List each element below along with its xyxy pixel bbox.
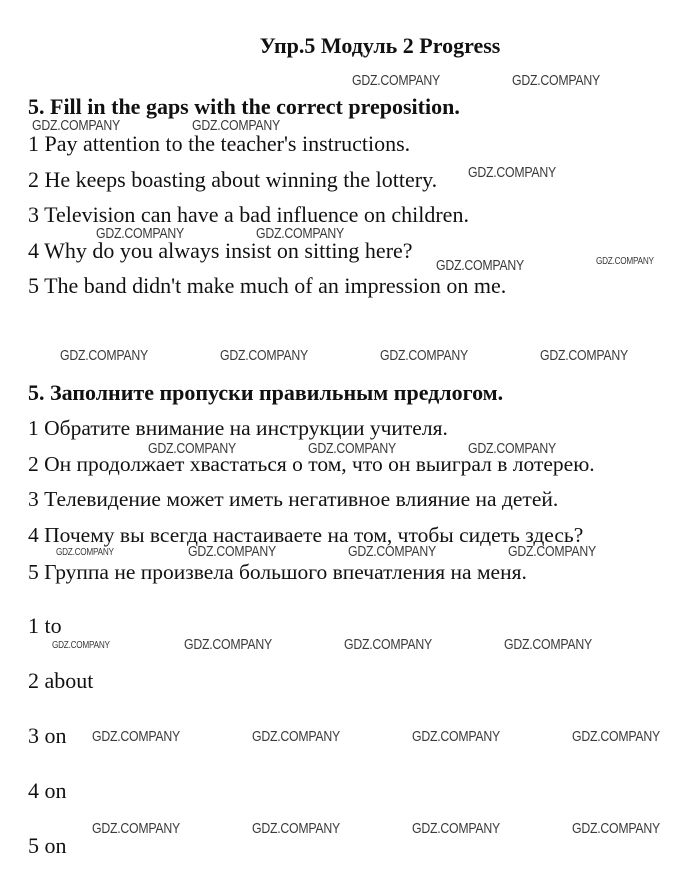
watermark: GDZ.COMPANY xyxy=(468,164,556,181)
english-sentence-3: 3 Television can have a bad influence on children. xyxy=(28,202,469,227)
english-heading: 5. Fill in the gaps with the correct preposition. xyxy=(28,94,460,119)
watermark: GDZ.COMPANY xyxy=(412,820,500,837)
watermark: GDZ.COMPANY xyxy=(148,440,236,457)
watermark: GDZ.COMPANY xyxy=(508,543,596,560)
watermark: GDZ.COMPANY xyxy=(572,820,660,837)
russian-sentence-4: 4 Почему вы всегда настаиваете на том, чтобы сидеть здесь? xyxy=(28,523,584,547)
watermark: GDZ.COMPANY xyxy=(412,728,500,745)
russian-sentence-1: 1 Обратите внимание на инструкции учителя. xyxy=(28,416,448,440)
english-sentence-4: 4 Why do you always insist on sitting here? xyxy=(28,238,413,263)
watermark: GDZ.COMPANY xyxy=(188,543,276,560)
page-title: Упр.5 Модуль 2 Progress xyxy=(259,33,501,58)
russian-sentence-2: 2 Он продолжает хвастаться о том, что он выиграл в лотерею. xyxy=(28,452,595,476)
watermark: GDZ.COMPANY xyxy=(92,728,180,745)
watermark: GDZ.COMPANY xyxy=(352,72,440,89)
watermark: GDZ.COMPANY xyxy=(572,728,660,745)
watermark: GDZ.COMPANY xyxy=(468,440,556,457)
watermark: GDZ.COMPANY xyxy=(192,117,280,134)
watermark: GDZ.COMPANY xyxy=(348,543,436,560)
watermark: GDZ.COMPANY xyxy=(380,347,468,364)
watermark: GDZ.COMPANY xyxy=(220,347,308,364)
watermark: GDZ.COMPANY xyxy=(344,636,432,653)
watermark: GDZ.COMPANY xyxy=(96,225,184,242)
answer-1: 1 to xyxy=(28,613,62,638)
answer-3: 3 on xyxy=(28,723,67,748)
watermark: GDZ.COMPANY xyxy=(512,72,600,89)
answer-4: 4 on xyxy=(28,778,67,803)
answer-2: 2 about xyxy=(28,668,94,693)
watermark: GDZ.COMPANY xyxy=(504,636,592,653)
watermark: GDZ.COMPANY xyxy=(52,640,110,651)
english-sentence-1: 1 Pay attention to the teacher's instructions. xyxy=(28,131,411,156)
watermark: GDZ.COMPANY xyxy=(436,257,524,274)
watermark: GDZ.COMPANY xyxy=(32,117,120,134)
watermark: GDZ.COMPANY xyxy=(60,347,148,364)
answer-5: 5 on xyxy=(28,833,67,858)
english-sentence-2: 2 He keeps boasting about winning the lottery. xyxy=(28,167,438,192)
english-sentence-5: 5 The band didn't make much of an impression on me. xyxy=(28,273,507,298)
watermark: GDZ.COMPANY xyxy=(540,347,628,364)
watermark: GDZ.COMPANY xyxy=(252,820,340,837)
watermark: GDZ.COMPANY xyxy=(184,636,272,653)
russian-sentence-5: 5 Группа не произвела большого впечатления на меня. xyxy=(28,560,527,584)
watermark: GDZ.COMPANY xyxy=(92,820,180,837)
russian-sentence-3: 3 Телевидение может иметь негативное влияние на детей. xyxy=(28,487,559,511)
watermark: GDZ.COMPANY xyxy=(256,225,344,242)
watermark: GDZ.COMPANY xyxy=(596,256,654,267)
watermark: GDZ.COMPANY xyxy=(252,728,340,745)
watermark: GDZ.COMPANY xyxy=(308,440,396,457)
russian-heading: 5. Заполните пропуски правильным предлогом. xyxy=(28,380,504,405)
watermark: GDZ.COMPANY xyxy=(56,547,114,558)
